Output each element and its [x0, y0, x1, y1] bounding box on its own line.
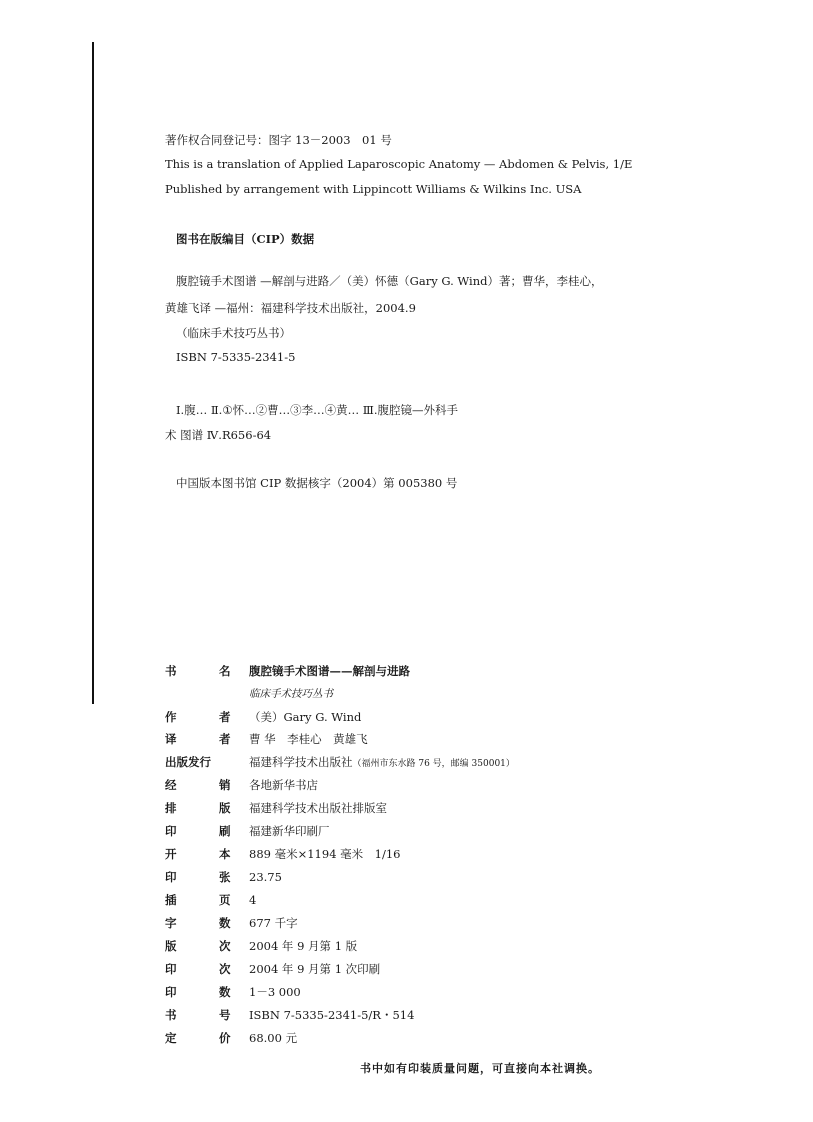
colophon-value: 曹 华 李桂心 黄雄飞: [249, 732, 368, 746]
cip-line-4: ISBN 7-5335-2341-5: [176, 350, 296, 364]
cip-line-6: 术 图谱 Ⅳ.R656-64: [165, 428, 272, 442]
colophon-value: 2004 年 9 月第 1 次印刷: [249, 962, 381, 976]
cip-line-3: （临床手术技巧丛书）: [176, 326, 291, 340]
colophon-value: 677 千字: [249, 916, 298, 930]
colophon-value: 889 毫米×1194 毫米 1/16: [249, 847, 401, 861]
colophon-value: ISBN 7-5335-2341-5/R・514: [249, 1008, 415, 1022]
colophon-value: 4: [249, 893, 257, 907]
colophon-value: 2004 年 9 月第 1 版: [249, 939, 358, 953]
colophon-value: 1－3 000: [249, 985, 301, 999]
colophon-series: 临床手术技巧丛书: [249, 688, 333, 700]
cip-verification: 中国版本图书馆 CIP 数据核字（2004）第 005380 号: [176, 476, 458, 490]
cip-line-5: Ⅰ.腹… Ⅱ.①怀…②曹…③李…④黄… Ⅲ.腹腔镜—外科手: [176, 403, 459, 417]
colophon-value: 68.00 元: [249, 1031, 298, 1045]
colophon-value: 福建科学技术出版社排版室: [249, 801, 387, 815]
translation-note: This is a translation of Applied Laparoscopic Anatomy — Abdomen & Pelvis, 1/E: [165, 157, 633, 171]
colophon-value: 腹腔镜手术图谱——解剖与进路: [249, 664, 410, 678]
published-note: Published by arrangement with Lippincott Williams & Wilkins Inc. USA: [165, 182, 582, 196]
cip-heading: 图书在版编目（CIP）数据: [176, 232, 315, 246]
margin-rule: [92, 42, 94, 704]
publisher-address: （福州市东水路 76 号，邮编 350001）: [352, 759, 515, 769]
quality-notice: 书中如有印装质量问题，可直接向本社调换。: [360, 1062, 600, 1075]
cip-line-2: 黄雄飞译 —福州：福建科学技术出版社，2004.9: [165, 301, 416, 315]
colophon-value: 23.75: [249, 870, 282, 884]
cip-line-1: 腹腔镜手术图谱 —解剖与进路／（美）怀德（Gary G. Wind）著；曹华，李桂心，: [176, 274, 603, 288]
colophon-value: （美）Gary G. Wind: [249, 710, 362, 724]
colophon-value: 福建新华印刷厂: [249, 824, 330, 838]
colophon-value: 福建科学技术出版社（福州市东水路 76 号，邮编 350001）: [249, 755, 515, 769]
colophon-value: 各地新华书店: [249, 778, 318, 792]
copyright-registration: 著作权合同登记号：图字 13－2003 01 号: [165, 133, 392, 147]
